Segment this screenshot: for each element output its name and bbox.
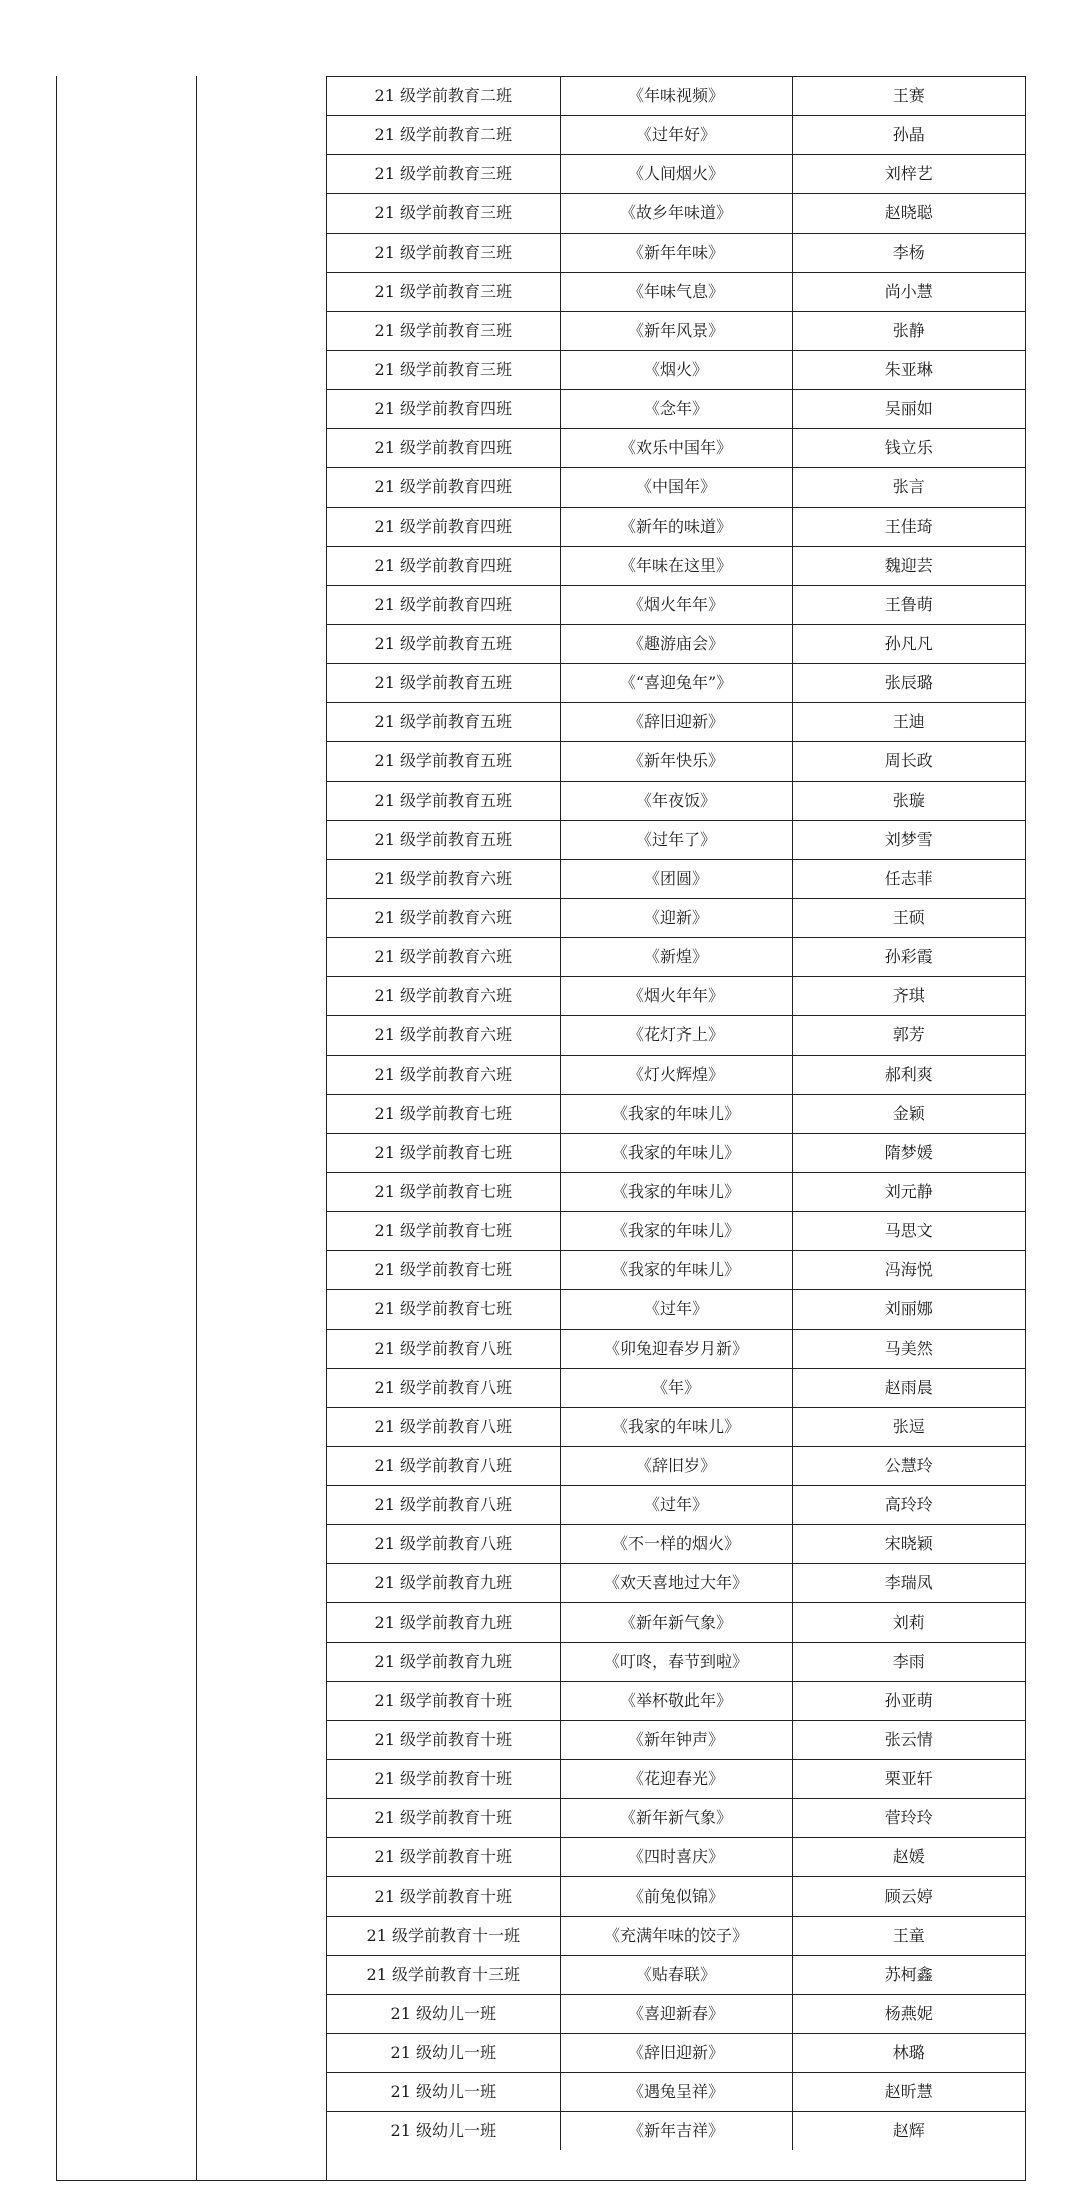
work-title-cell: 《卯兔迎春岁月新》 xyxy=(560,1329,792,1368)
student-name-cell: 李雨 xyxy=(792,1642,1025,1681)
student-name-cell: 张云情 xyxy=(792,1720,1025,1759)
class-cell: 21 级学前教育三班 xyxy=(327,194,560,233)
student-name-cell: 张逗 xyxy=(792,1407,1025,1446)
student-name-cell: 王童 xyxy=(792,1916,1025,1955)
work-title-cell: 《人间烟火》 xyxy=(560,155,792,194)
work-title-cell: 《烟火》 xyxy=(560,350,792,389)
class-cell: 21 级幼儿一班 xyxy=(327,1994,560,2033)
student-name-cell: 隋梦媛 xyxy=(792,1133,1025,1172)
work-title-cell: 《我家的年味儿》 xyxy=(560,1133,792,1172)
table-row xyxy=(327,233,1025,272)
student-name-cell: 顾云婷 xyxy=(792,1877,1025,1916)
student-name-cell: 张辰璐 xyxy=(792,664,1025,703)
student-name-cell: 尚小慧 xyxy=(792,272,1025,311)
work-title-cell: 《四时喜庆》 xyxy=(560,1838,792,1877)
table-row xyxy=(327,1525,1025,1564)
work-title-cell: 《辞旧岁》 xyxy=(560,1446,792,1485)
table-row xyxy=(327,1994,1025,2033)
work-title-cell: 《迎新》 xyxy=(560,898,792,937)
class-cell: 21 级学前教育六班 xyxy=(327,859,560,898)
class-cell: 21 级学前教育二班 xyxy=(327,77,560,116)
table-row xyxy=(327,1838,1025,1877)
student-name-cell: 张静 xyxy=(792,311,1025,350)
student-name-cell: 刘元静 xyxy=(792,1172,1025,1211)
work-title-cell: 《新年的味道》 xyxy=(560,507,792,546)
class-cell: 21 级学前教育四班 xyxy=(327,468,560,507)
class-cell: 21 级学前教育七班 xyxy=(327,1172,560,1211)
class-cell: 21 级学前教育三班 xyxy=(327,311,560,350)
table-row xyxy=(327,977,1025,1016)
work-title-cell: 《前兔似锦》 xyxy=(560,1877,792,1916)
student-name-cell: 赵辉 xyxy=(792,2112,1025,2151)
work-title-cell: 《遇兔呈祥》 xyxy=(560,2073,792,2112)
class-cell: 21 级学前教育三班 xyxy=(327,272,560,311)
work-title-cell: 《新年吉祥》 xyxy=(560,2112,792,2151)
class-cell: 21 级学前教育十班 xyxy=(327,1877,560,1916)
class-cell: 21 级学前教育九班 xyxy=(327,1564,560,1603)
work-title-cell: 《喜迎新春》 xyxy=(560,1994,792,2033)
table-row xyxy=(327,116,1025,155)
table-row xyxy=(327,1642,1025,1681)
work-title-cell: 《念年》 xyxy=(560,390,792,429)
work-title-cell: 《我家的年味儿》 xyxy=(560,1407,792,1446)
student-name-cell: 郝利爽 xyxy=(792,1055,1025,1094)
class-cell: 21 级学前教育八班 xyxy=(327,1407,560,1446)
table-row xyxy=(327,2112,1025,2151)
table-row xyxy=(327,311,1025,350)
table-row xyxy=(327,1172,1025,1211)
work-title-cell: 《新年钟声》 xyxy=(560,1720,792,1759)
table-row xyxy=(327,1407,1025,1446)
work-title-cell: 《辞旧迎新》 xyxy=(560,703,792,742)
class-cell: 21 级学前教育七班 xyxy=(327,1290,560,1329)
document-table xyxy=(56,76,1026,2181)
work-title-cell: 《趣游庙会》 xyxy=(560,624,792,663)
student-name-cell: 李瑞凤 xyxy=(792,1564,1025,1603)
class-cell: 21 级学前教育八班 xyxy=(327,1329,560,1368)
work-title-cell: 《烟火年年》 xyxy=(560,585,792,624)
work-title-cell: 《年夜饭》 xyxy=(560,781,792,820)
work-title-cell: 《年》 xyxy=(560,1368,792,1407)
student-name-cell: 宋晓颖 xyxy=(792,1525,1025,1564)
class-cell: 21 级学前教育十一班 xyxy=(327,1916,560,1955)
class-cell: 21 级学前教育八班 xyxy=(327,1486,560,1525)
work-title-cell: 《举杯敬此年》 xyxy=(560,1681,792,1720)
student-name-cell: 刘梦雪 xyxy=(792,820,1025,859)
work-title-cell: 《新年新气象》 xyxy=(560,1799,792,1838)
student-name-cell: 孙彩霞 xyxy=(792,938,1025,977)
work-title-cell: 《“喜迎兔年”》 xyxy=(560,664,792,703)
table-row xyxy=(327,1564,1025,1603)
table-row xyxy=(327,1212,1025,1251)
work-title-cell: 《灯火辉煌》 xyxy=(560,1055,792,1094)
table-row xyxy=(327,585,1025,624)
work-title-cell: 《我家的年味儿》 xyxy=(560,1251,792,1290)
table-row xyxy=(327,781,1025,820)
work-title-cell: 《团圆》 xyxy=(560,859,792,898)
table-row xyxy=(327,742,1025,781)
work-title-cell: 《过年好》 xyxy=(560,116,792,155)
class-cell: 21 级学前教育八班 xyxy=(327,1368,560,1407)
work-title-cell: 《过年》 xyxy=(560,1290,792,1329)
class-cell: 21 级学前教育五班 xyxy=(327,742,560,781)
entries-table-body xyxy=(327,77,1025,2151)
student-name-cell: 菅玲玲 xyxy=(792,1799,1025,1838)
table-row xyxy=(327,1603,1025,1642)
table-row xyxy=(327,1799,1025,1838)
student-name-cell: 郭芳 xyxy=(792,1016,1025,1055)
merged-column-empty-1 xyxy=(57,76,197,2180)
student-name-cell: 张璇 xyxy=(792,781,1025,820)
class-cell: 21 级学前教育三班 xyxy=(327,350,560,389)
table-row xyxy=(327,1329,1025,1368)
table-row xyxy=(327,1094,1025,1133)
class-cell: 21 级学前教育四班 xyxy=(327,546,560,585)
table-row xyxy=(327,2034,1025,2073)
student-name-cell: 吴丽如 xyxy=(792,390,1025,429)
work-title-cell: 《年味气息》 xyxy=(560,272,792,311)
class-cell: 21 级幼儿一班 xyxy=(327,2073,560,2112)
work-title-cell: 《烟火年年》 xyxy=(560,977,792,1016)
work-title-cell: 《新年快乐》 xyxy=(560,742,792,781)
work-title-cell: 《花灯齐上》 xyxy=(560,1016,792,1055)
class-cell: 21 级学前教育七班 xyxy=(327,1251,560,1290)
table-row xyxy=(327,1368,1025,1407)
student-name-cell: 赵晓聪 xyxy=(792,194,1025,233)
table-row xyxy=(327,859,1025,898)
class-cell: 21 级学前教育十班 xyxy=(327,1799,560,1838)
work-title-cell: 《中国年》 xyxy=(560,468,792,507)
class-cell: 21 级学前教育十班 xyxy=(327,1720,560,1759)
table-row xyxy=(327,1016,1025,1055)
work-title-cell: 《充满年味的饺子》 xyxy=(560,1916,792,1955)
class-cell: 21 级学前教育四班 xyxy=(327,429,560,468)
student-name-cell: 王佳琦 xyxy=(792,507,1025,546)
class-cell: 21 级学前教育五班 xyxy=(327,781,560,820)
table-row xyxy=(327,546,1025,585)
class-cell: 21 级学前教育五班 xyxy=(327,703,560,742)
student-name-cell: 王赛 xyxy=(792,77,1025,116)
student-name-cell: 栗亚轩 xyxy=(792,1760,1025,1799)
student-name-cell: 李杨 xyxy=(792,233,1025,272)
class-cell: 21 级学前教育六班 xyxy=(327,938,560,977)
student-name-cell: 赵媛 xyxy=(792,1838,1025,1877)
student-name-cell: 齐琪 xyxy=(792,977,1025,1016)
student-name-cell: 刘莉 xyxy=(792,1603,1025,1642)
work-title-cell: 《我家的年味儿》 xyxy=(560,1212,792,1251)
class-cell: 21 级学前教育四班 xyxy=(327,585,560,624)
student-name-cell: 金颖 xyxy=(792,1094,1025,1133)
class-cell: 21 级学前教育七班 xyxy=(327,1094,560,1133)
table-row xyxy=(327,938,1025,977)
work-title-cell: 《叮咚，春节到啦》 xyxy=(560,1642,792,1681)
table-row xyxy=(327,1055,1025,1094)
table-row xyxy=(327,429,1025,468)
class-cell: 21 级学前教育九班 xyxy=(327,1642,560,1681)
student-name-cell: 魏迎芸 xyxy=(792,546,1025,585)
student-name-cell: 林璐 xyxy=(792,2034,1025,2073)
class-cell: 21 级学前教育十班 xyxy=(327,1838,560,1877)
student-name-cell: 马思文 xyxy=(792,1212,1025,1251)
class-cell: 21 级学前教育三班 xyxy=(327,155,560,194)
table-row xyxy=(327,468,1025,507)
student-name-cell: 孙亚萌 xyxy=(792,1681,1025,1720)
table-row xyxy=(327,664,1025,703)
table-row xyxy=(327,194,1025,233)
class-cell: 21 级学前教育二班 xyxy=(327,116,560,155)
student-name-cell: 周长政 xyxy=(792,742,1025,781)
table-row xyxy=(327,1486,1025,1525)
student-name-cell: 冯海悦 xyxy=(792,1251,1025,1290)
student-name-cell: 刘丽娜 xyxy=(792,1290,1025,1329)
student-name-cell: 钱立乐 xyxy=(792,429,1025,468)
student-name-cell: 孙凡凡 xyxy=(792,624,1025,663)
class-cell: 21 级学前教育五班 xyxy=(327,624,560,663)
class-cell: 21 级学前教育四班 xyxy=(327,390,560,429)
table-row xyxy=(327,1290,1025,1329)
work-title-cell: 《我家的年味儿》 xyxy=(560,1172,792,1211)
class-cell: 21 级学前教育五班 xyxy=(327,664,560,703)
work-title-cell: 《年味在这里》 xyxy=(560,546,792,585)
class-cell: 21 级学前教育六班 xyxy=(327,1016,560,1055)
table-row xyxy=(327,77,1025,116)
student-name-cell: 杨燕妮 xyxy=(792,1994,1025,2033)
class-cell: 21 级学前教育五班 xyxy=(327,820,560,859)
table-row xyxy=(327,272,1025,311)
class-cell: 21 级学前教育九班 xyxy=(327,1603,560,1642)
student-name-cell: 张言 xyxy=(792,468,1025,507)
table-row xyxy=(327,1877,1025,1916)
class-cell: 21 级学前教育八班 xyxy=(327,1525,560,1564)
work-title-cell: 《贴春联》 xyxy=(560,1955,792,1994)
entries-table xyxy=(327,76,1025,2150)
work-title-cell: 《欢乐中国年》 xyxy=(560,429,792,468)
work-title-cell: 《辞旧迎新》 xyxy=(560,2034,792,2073)
student-name-cell: 王鲁萌 xyxy=(792,585,1025,624)
table-row xyxy=(327,1681,1025,1720)
student-name-cell: 高玲玲 xyxy=(792,1486,1025,1525)
class-cell: 21 级学前教育四班 xyxy=(327,507,560,546)
class-cell: 21 级学前教育十三班 xyxy=(327,1955,560,1994)
student-name-cell: 王硕 xyxy=(792,898,1025,937)
student-name-cell: 马美然 xyxy=(792,1329,1025,1368)
merged-column-empty-2 xyxy=(197,76,327,2180)
class-cell: 21 级学前教育六班 xyxy=(327,977,560,1016)
work-title-cell: 《过年了》 xyxy=(560,820,792,859)
student-name-cell: 刘梓艺 xyxy=(792,155,1025,194)
table-row xyxy=(327,1760,1025,1799)
work-title-cell: 《新年年味》 xyxy=(560,233,792,272)
table-row xyxy=(327,703,1025,742)
student-name-cell: 赵雨晨 xyxy=(792,1368,1025,1407)
student-name-cell: 孙晶 xyxy=(792,116,1025,155)
class-cell: 21 级幼儿一班 xyxy=(327,2112,560,2151)
work-title-cell: 《不一样的烟火》 xyxy=(560,1525,792,1564)
table-row xyxy=(327,898,1025,937)
student-name-cell: 朱亚琳 xyxy=(792,350,1025,389)
table-row xyxy=(327,1251,1025,1290)
table-row xyxy=(327,155,1025,194)
table-row xyxy=(327,1955,1025,1994)
work-title-cell: 《欢天喜地过大年》 xyxy=(560,1564,792,1603)
work-title-cell: 《新煌》 xyxy=(560,938,792,977)
work-title-cell: 《年味视频》 xyxy=(560,77,792,116)
table-row xyxy=(327,507,1025,546)
work-title-cell: 《我家的年味儿》 xyxy=(560,1094,792,1133)
table-row xyxy=(327,624,1025,663)
work-title-cell: 《新年新气象》 xyxy=(560,1603,792,1642)
class-cell: 21 级幼儿一班 xyxy=(327,2034,560,2073)
table-row xyxy=(327,350,1025,389)
work-title-cell: 《故乡年味道》 xyxy=(560,194,792,233)
work-title-cell: 《过年》 xyxy=(560,1486,792,1525)
table-row xyxy=(327,1446,1025,1485)
student-name-cell: 公慧玲 xyxy=(792,1446,1025,1485)
table-row xyxy=(327,1916,1025,1955)
table-row xyxy=(327,2073,1025,2112)
class-cell: 21 级学前教育十班 xyxy=(327,1760,560,1799)
table-row xyxy=(327,390,1025,429)
class-cell: 21 级学前教育七班 xyxy=(327,1212,560,1251)
table-row xyxy=(327,1720,1025,1759)
work-title-cell: 《花迎春光》 xyxy=(560,1760,792,1799)
student-name-cell: 王迪 xyxy=(792,703,1025,742)
class-cell: 21 级学前教育十班 xyxy=(327,1681,560,1720)
student-name-cell: 赵昕慧 xyxy=(792,2073,1025,2112)
student-name-cell: 任志菲 xyxy=(792,859,1025,898)
student-name-cell: 苏柯鑫 xyxy=(792,1955,1025,1994)
class-cell: 21 级学前教育六班 xyxy=(327,898,560,937)
class-cell: 21 级学前教育七班 xyxy=(327,1133,560,1172)
class-cell: 21 级学前教育六班 xyxy=(327,1055,560,1094)
table-row xyxy=(327,820,1025,859)
work-title-cell: 《新年风景》 xyxy=(560,311,792,350)
class-cell: 21 级学前教育三班 xyxy=(327,233,560,272)
table-row xyxy=(327,1133,1025,1172)
class-cell: 21 级学前教育八班 xyxy=(327,1446,560,1485)
